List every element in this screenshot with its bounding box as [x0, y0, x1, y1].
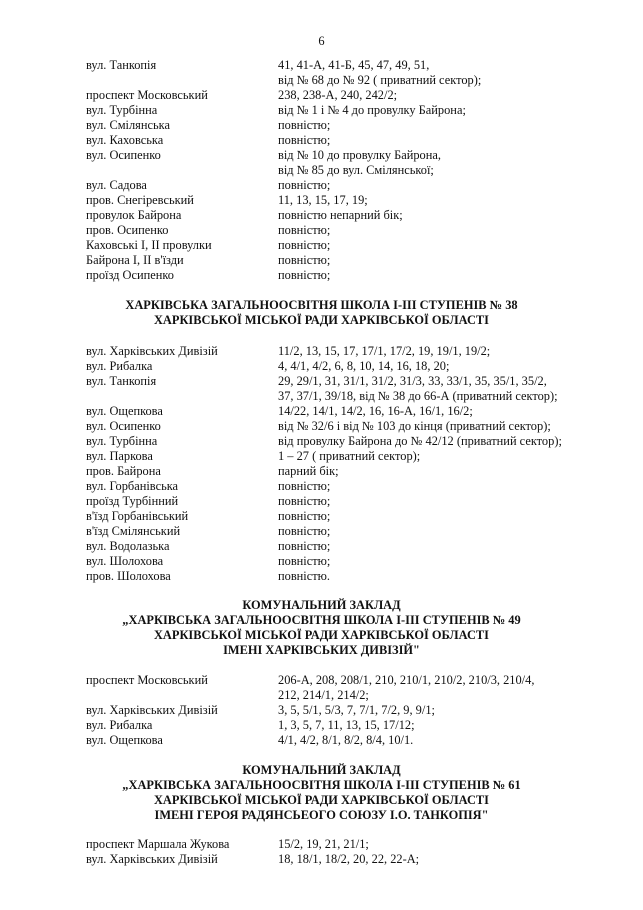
school-heading-line: ХАРКІВСЬКОЇ МІСЬКОЇ РАДИ ХАРКІВСЬКОЇ ОБЛАСТІ	[153, 628, 490, 642]
house-numbers	[278, 703, 608, 718]
street-name: Каховські І, ІІ провулки	[86, 238, 212, 252]
house-numbers	[278, 148, 608, 178]
house-numbers-line: 3, 5, 5/1, 5/3, 7, 7/1, 7/2, 9, 9/1;	[278, 703, 435, 717]
street-name: вул. Турбінна	[86, 434, 158, 448]
house-numbers	[278, 434, 608, 449]
street-name: в'їзд Горбанівський	[86, 509, 189, 523]
house-numbers-line: від № 32/6 і від № 103 до кінця (приватний сектор);	[278, 419, 551, 433]
house-numbers	[278, 374, 608, 404]
street-name: вул. Танкопія	[86, 374, 157, 388]
street-name: вул. Осипенко	[86, 148, 161, 162]
street-name: вул. Рибалка	[86, 718, 153, 732]
house-numbers	[278, 103, 608, 118]
house-numbers-line: від № 1 і № 4 до провулку Байрона;	[278, 103, 466, 117]
house-numbers-line: 15/2, 19, 21, 21/1;	[278, 837, 369, 851]
street-name: вул. Турбінна	[86, 103, 158, 117]
house-numbers	[278, 852, 608, 867]
house-numbers-line: повністю;	[278, 253, 331, 267]
street-name: вул. Танкопія	[86, 58, 157, 72]
house-numbers-line: 14/22, 14/1, 14/2, 16, 16-А, 16/1, 16/2;	[278, 404, 473, 418]
house-numbers	[278, 554, 608, 569]
house-numbers	[278, 524, 608, 539]
house-numbers-line: 238, 238-А, 240, 242/2;	[278, 88, 398, 102]
house-numbers-line: 206-А, 208, 208/1, 210, 210/1, 210/2, 210/3, 210/4,	[278, 673, 535, 687]
street-name: проїзд Турбінний	[86, 494, 179, 508]
street-name: вул. Рибалка	[86, 359, 153, 373]
house-numbers	[278, 509, 608, 524]
street-name: вул. Осипенко	[86, 419, 161, 433]
house-numbers-line: повністю;	[278, 223, 331, 237]
street-name: вул. Харківських Дивізій	[86, 703, 218, 717]
house-numbers-line: повністю;	[278, 238, 331, 252]
school-heading-line: ІМЕНІ ХАРКІВСЬКИХ ДИВІЗІЙ"	[223, 643, 420, 657]
house-numbers-line: повністю;	[278, 509, 331, 523]
street-name: пров. Снегіревський	[86, 193, 194, 207]
house-numbers-line: парний бік;	[278, 464, 339, 478]
house-numbers-line: від № 85 до вул. Смілянської;	[278, 163, 434, 177]
school-heading-line: „ХАРКІВСЬКА ЗАГАЛЬНООСВІТНЯ ШКОЛА І-ІІІ СТУПЕНІВ № 61	[122, 778, 521, 792]
house-numbers	[278, 673, 608, 703]
house-numbers-line: повністю;	[278, 539, 331, 553]
house-numbers-line: повністю;	[278, 118, 331, 132]
house-numbers-line: 4, 4/1, 4/2, 6, 8, 10, 14, 16, 18, 20;	[278, 359, 450, 373]
street-name: вул. Паркова	[86, 449, 153, 463]
street-name: вул. Ощепкова	[86, 733, 163, 747]
house-numbers-line: повністю;	[278, 524, 331, 538]
street-name: проспект Московський	[86, 673, 208, 687]
house-numbers	[278, 419, 608, 434]
house-numbers-line: 4/1, 4/2, 8/1, 8/2, 8/4, 10/1.	[278, 733, 414, 747]
house-numbers	[278, 733, 608, 748]
house-numbers	[278, 539, 608, 554]
school-heading-line: КОМУНАЛЬНИЙ ЗАКЛАД	[242, 598, 401, 612]
street-name: проспект Московський	[86, 88, 208, 102]
street-name: вул. Водолазька	[86, 539, 170, 553]
street-name: проспект Маршала Жукова	[86, 837, 230, 851]
street-name: проїзд Осипенко	[86, 268, 174, 282]
street-name: пров. Байрона	[86, 464, 161, 478]
house-numbers	[278, 449, 608, 464]
house-numbers	[278, 133, 608, 148]
street-name: Байрона І, ІІ в'їзди	[86, 253, 184, 267]
house-numbers-line: 11/2, 13, 15, 17, 17/1, 17/2, 19, 19/1, 19/2;	[278, 344, 491, 358]
house-numbers-line: повністю;	[278, 133, 331, 147]
house-numbers-line: 18, 18/1, 18/2, 20, 22, 22-А;	[278, 852, 420, 866]
house-numbers-line: 29, 29/1, 31, 31/1, 31/2, 31/3, 33, 33/1, 35, 35/1, 35/2,	[278, 374, 547, 388]
school-heading-line: ХАРКІВСЬКОЇ МІСЬКОЇ РАДИ ХАРКІВСЬКОЇ ОБЛАСТІ	[153, 313, 490, 327]
house-numbers	[278, 718, 608, 733]
house-numbers	[278, 359, 608, 374]
school-heading	[0, 763, 643, 823]
school-heading-line: ХАРКІВСЬКОЇ МІСЬКОЇ РАДИ ХАРКІВСЬКОЇ ОБЛАСТІ	[153, 793, 490, 807]
house-numbers	[278, 58, 608, 88]
house-numbers-line: 11, 13, 15, 17, 19;	[278, 193, 368, 207]
house-numbers	[278, 88, 608, 103]
street-name: пров. Осипенко	[86, 223, 169, 237]
school-heading	[0, 298, 643, 328]
house-numbers	[278, 494, 608, 509]
house-numbers	[278, 344, 608, 359]
house-numbers	[278, 238, 608, 253]
street-name: вул. Горбанівська	[86, 479, 179, 493]
house-numbers-line: повністю;	[278, 554, 331, 568]
house-numbers-line: від № 68 до № 92 ( приватний сектор);	[278, 73, 482, 87]
street-name: вул. Ощепкова	[86, 404, 163, 418]
school-heading-line: ХАРКІВСЬКА ЗАГАЛЬНООСВІТНЯ ШКОЛА І-ІІІ СТУПЕНІВ № 38	[125, 298, 518, 312]
house-numbers-line: повністю;	[278, 178, 331, 192]
street-name: вул. Садова	[86, 178, 147, 192]
house-numbers	[278, 118, 608, 133]
street-name: вул. Шолохова	[86, 554, 164, 568]
house-numbers-line: 41, 41-А, 41-Б, 45, 47, 49, 51,	[278, 58, 430, 72]
house-numbers-line: від провулку Байрона до № 42/12 (приватний сектор);	[278, 434, 562, 448]
street-name: провулок Байрона	[86, 208, 182, 222]
house-numbers-line: 1 – 27 ( приватний сектор);	[278, 449, 421, 463]
house-numbers	[278, 268, 608, 283]
street-name: в'їзд Смілянський	[86, 524, 181, 538]
street-name: вул. Смілянська	[86, 118, 170, 132]
house-numbers	[278, 208, 608, 223]
house-numbers-line: повністю.	[278, 569, 331, 583]
house-numbers	[278, 223, 608, 238]
street-name: пров. Шолохова	[86, 569, 171, 583]
house-numbers-line: 1, 3, 5, 7, 11, 13, 15, 17/12;	[278, 718, 415, 732]
page-number: 6	[318, 34, 325, 48]
house-numbers	[278, 193, 608, 208]
house-numbers-line: 37, 37/1, 39/18, від № 38 до 66-А (приватний сектор);	[278, 389, 558, 403]
house-numbers	[278, 479, 608, 494]
street-name: вул. Харківських Дивізій	[86, 344, 218, 358]
school-heading-line: „ХАРКІВСЬКА ЗАГАЛЬНООСВІТНЯ ШКОЛА І-ІІІ СТУПЕНІВ № 49	[122, 613, 521, 627]
house-numbers	[278, 837, 608, 852]
house-numbers-line: від № 10 до провулку Байрона,	[278, 148, 441, 162]
house-numbers-line: повністю непарний бік;	[278, 208, 403, 222]
house-numbers	[278, 464, 608, 479]
house-numbers	[278, 253, 608, 268]
street-name: вул. Харківських Дивізій	[86, 852, 218, 866]
house-numbers-line: повністю;	[278, 479, 331, 493]
house-numbers	[278, 404, 608, 419]
house-numbers	[278, 178, 608, 193]
school-heading	[0, 598, 643, 658]
house-numbers-line: 212, 214/1, 214/2;	[278, 688, 369, 702]
house-numbers-line: повністю;	[278, 268, 331, 282]
street-name: вул. Каховська	[86, 133, 164, 147]
school-heading-line: ІМЕНІ ГЕРОЯ РАДЯНСЬЕОГО СОЮЗУ І.О. ТАНКОПІЯ"	[154, 808, 489, 822]
school-heading-line: КОМУНАЛЬНИЙ ЗАКЛАД	[242, 763, 401, 777]
house-numbers	[278, 569, 608, 584]
house-numbers-line: повністю;	[278, 494, 331, 508]
